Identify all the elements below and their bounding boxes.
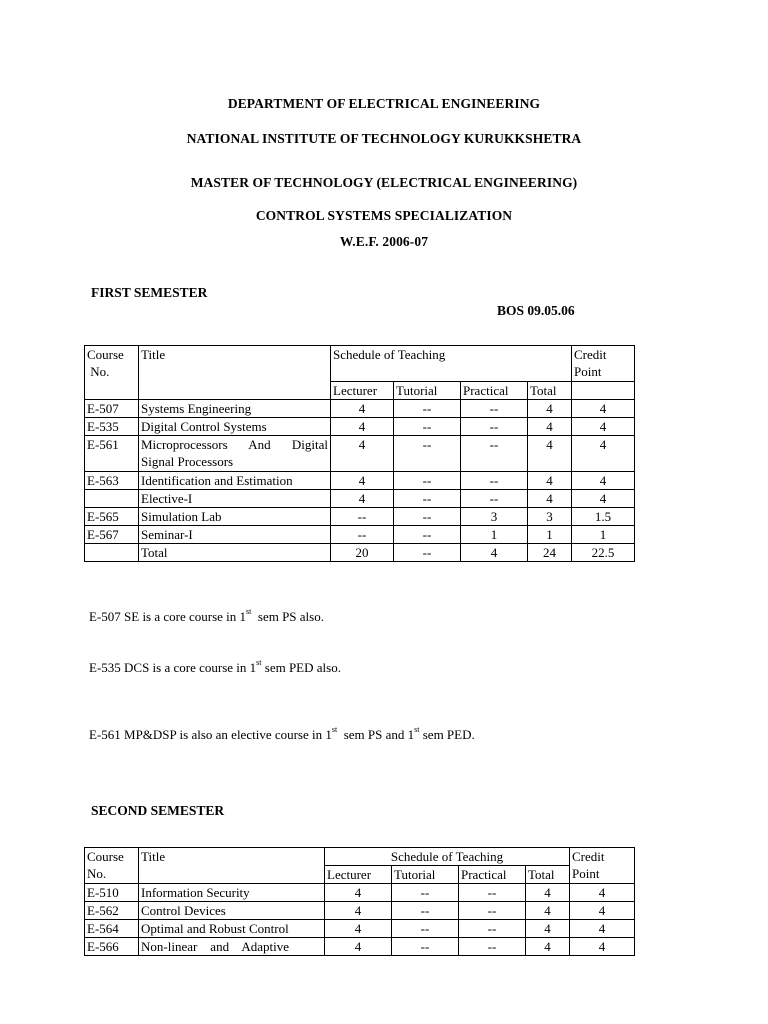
course-title: Information Security xyxy=(139,884,325,902)
tutorial-value: -- xyxy=(392,920,459,938)
credit-value: 4 xyxy=(572,472,635,490)
total-value: 4 xyxy=(526,920,570,938)
table-row xyxy=(85,490,635,508)
title-header: Title xyxy=(139,346,331,400)
course-no: E-564 xyxy=(85,920,139,938)
tutorial-header: Tutorial xyxy=(392,866,459,884)
lecturer-value: 4 xyxy=(331,472,394,490)
total-value: 4 xyxy=(526,902,570,920)
tutorial-value: -- xyxy=(394,544,461,562)
practical-value: -- xyxy=(459,884,526,902)
specialization-heading: CONTROL SYSTEMS SPECIALIZATION xyxy=(255,208,513,223)
credit-value: 4 xyxy=(572,418,635,436)
tutorial-value: -- xyxy=(394,436,461,472)
institute-heading: NATIONAL INSTITUTE OF TECHNOLOGY KURUKKSHETRA xyxy=(186,131,582,146)
total-value: 4 xyxy=(526,938,570,956)
credit-value: 4 xyxy=(572,490,635,508)
lecturer-value: 4 xyxy=(331,400,394,418)
table-row xyxy=(85,418,635,436)
course-no: E-563 xyxy=(85,472,139,490)
tutorial-value: -- xyxy=(394,400,461,418)
lecturer-value: 4 xyxy=(331,418,394,436)
course-no-header: Course No. xyxy=(85,848,139,884)
total-header: Total xyxy=(526,866,570,884)
total-value: 4 xyxy=(528,436,572,472)
table-header-row xyxy=(85,848,635,866)
practical-value: -- xyxy=(461,436,528,472)
course-no xyxy=(85,490,139,508)
credit-value: 4 xyxy=(570,938,635,956)
practical-header: Practical xyxy=(461,382,528,400)
course-no: E-507 xyxy=(85,400,139,418)
total-header: Total xyxy=(528,382,572,400)
wef-heading: W.E.F. 2006-07 xyxy=(339,234,429,249)
practical-value: 4 xyxy=(461,544,528,562)
credit-value: 22.5 xyxy=(572,544,635,562)
tutorial-value: -- xyxy=(392,884,459,902)
table-row xyxy=(85,902,635,920)
course-title: Microprocessors And Digital Signal Processors xyxy=(139,436,331,472)
bos-date: BOS 09.05.06 xyxy=(497,303,575,318)
table-row xyxy=(85,436,635,472)
tutorial-value: -- xyxy=(394,472,461,490)
practical-value: -- xyxy=(459,920,526,938)
note-e507: E-507 SE is a core course in 1st sem PS also. xyxy=(89,607,324,624)
course-title: Elective-I xyxy=(139,490,331,508)
first-semester-table xyxy=(84,345,635,562)
table-total-row xyxy=(85,544,635,562)
tutorial-value: -- xyxy=(394,418,461,436)
course-no: E-561 xyxy=(85,436,139,472)
practical-value: -- xyxy=(461,418,528,436)
course-no: E-510 xyxy=(85,884,139,902)
lecturer-value: 20 xyxy=(331,544,394,562)
lecturer-value: -- xyxy=(331,508,394,526)
table-row xyxy=(85,508,635,526)
total-value: 1 xyxy=(528,526,572,544)
lecturer-value: 4 xyxy=(331,436,394,472)
course-no: E-567 xyxy=(85,526,139,544)
lecturer-value: 4 xyxy=(325,902,392,920)
course-no: E-565 xyxy=(85,508,139,526)
lecturer-value: 4 xyxy=(325,884,392,902)
note-e561: E-561 MP&DSP is also an elective course in 1st sem PS and 1st sem PED. xyxy=(89,725,475,742)
first-semester-title: FIRST SEMESTER xyxy=(91,285,208,300)
practical-value: 3 xyxy=(461,508,528,526)
credit-value: 1.5 xyxy=(572,508,635,526)
practical-value: 1 xyxy=(461,526,528,544)
second-semester-title: SECOND SEMESTER xyxy=(91,803,225,818)
practical-value: -- xyxy=(459,902,526,920)
course-title: Identification and Estimation xyxy=(139,472,331,490)
tutorial-header: Tutorial xyxy=(394,382,461,400)
practical-header: Practical xyxy=(459,866,526,884)
note-e535: E-535 DCS is a core course in 1st sem PED also. xyxy=(89,658,341,675)
course-title: Simulation Lab xyxy=(139,508,331,526)
table-row xyxy=(85,884,635,902)
lecturer-value: -- xyxy=(331,526,394,544)
course-title: Control Devices xyxy=(139,902,325,920)
credit-header: Credit Point xyxy=(570,848,635,884)
course-title: Total xyxy=(139,544,331,562)
credit-value: 4 xyxy=(572,400,635,418)
lecturer-header: Lecturer xyxy=(325,866,392,884)
course-no-header: Course No. xyxy=(85,346,139,400)
course-title: Systems Engineering xyxy=(139,400,331,418)
schedule-header: Schedule of Teaching xyxy=(331,346,572,382)
course-title: Non-linear and Adaptive xyxy=(139,938,325,956)
total-value: 3 xyxy=(528,508,572,526)
lecturer-header: Lecturer xyxy=(331,382,394,400)
total-value: 4 xyxy=(528,472,572,490)
table-row xyxy=(85,526,635,544)
course-no: E-566 xyxy=(85,938,139,956)
second-semester-table xyxy=(84,847,635,956)
course-title: Optimal and Robust Control xyxy=(139,920,325,938)
total-value: 4 xyxy=(528,490,572,508)
practical-value: -- xyxy=(461,490,528,508)
credit-subheader xyxy=(572,382,635,400)
credit-value: 4 xyxy=(570,902,635,920)
tutorial-value: -- xyxy=(394,526,461,544)
credit-value: 4 xyxy=(570,920,635,938)
practical-value: -- xyxy=(459,938,526,956)
credit-value: 1 xyxy=(572,526,635,544)
credit-value: 4 xyxy=(570,884,635,902)
course-title: Seminar-I xyxy=(139,526,331,544)
tutorial-value: -- xyxy=(392,902,459,920)
total-value: 4 xyxy=(526,884,570,902)
lecturer-value: 4 xyxy=(325,920,392,938)
lecturer-value: 4 xyxy=(331,490,394,508)
course-title: Digital Control Systems xyxy=(139,418,331,436)
table-row xyxy=(85,938,635,956)
course-no xyxy=(85,544,139,562)
course-no: E-562 xyxy=(85,902,139,920)
credit-header: Credit Point xyxy=(572,346,635,382)
title-header: Title xyxy=(139,848,325,884)
department-heading: DEPARTMENT OF ELECTRICAL ENGINEERING xyxy=(227,96,541,111)
lecturer-value: 4 xyxy=(325,938,392,956)
total-value: 24 xyxy=(528,544,572,562)
tutorial-value: -- xyxy=(394,508,461,526)
table-header-row xyxy=(85,346,635,382)
course-no: E-535 xyxy=(85,418,139,436)
table-row xyxy=(85,472,635,490)
practical-value: -- xyxy=(461,400,528,418)
schedule-header: Schedule of Teaching xyxy=(325,848,570,866)
table-row xyxy=(85,400,635,418)
table-row xyxy=(85,920,635,938)
total-value: 4 xyxy=(528,418,572,436)
total-value: 4 xyxy=(528,400,572,418)
programme-heading: MASTER OF TECHNOLOGY (ELECTRICAL ENGINEERING) xyxy=(190,175,578,190)
tutorial-value: -- xyxy=(392,938,459,956)
tutorial-value: -- xyxy=(394,490,461,508)
practical-value: -- xyxy=(461,472,528,490)
credit-value: 4 xyxy=(572,436,635,472)
